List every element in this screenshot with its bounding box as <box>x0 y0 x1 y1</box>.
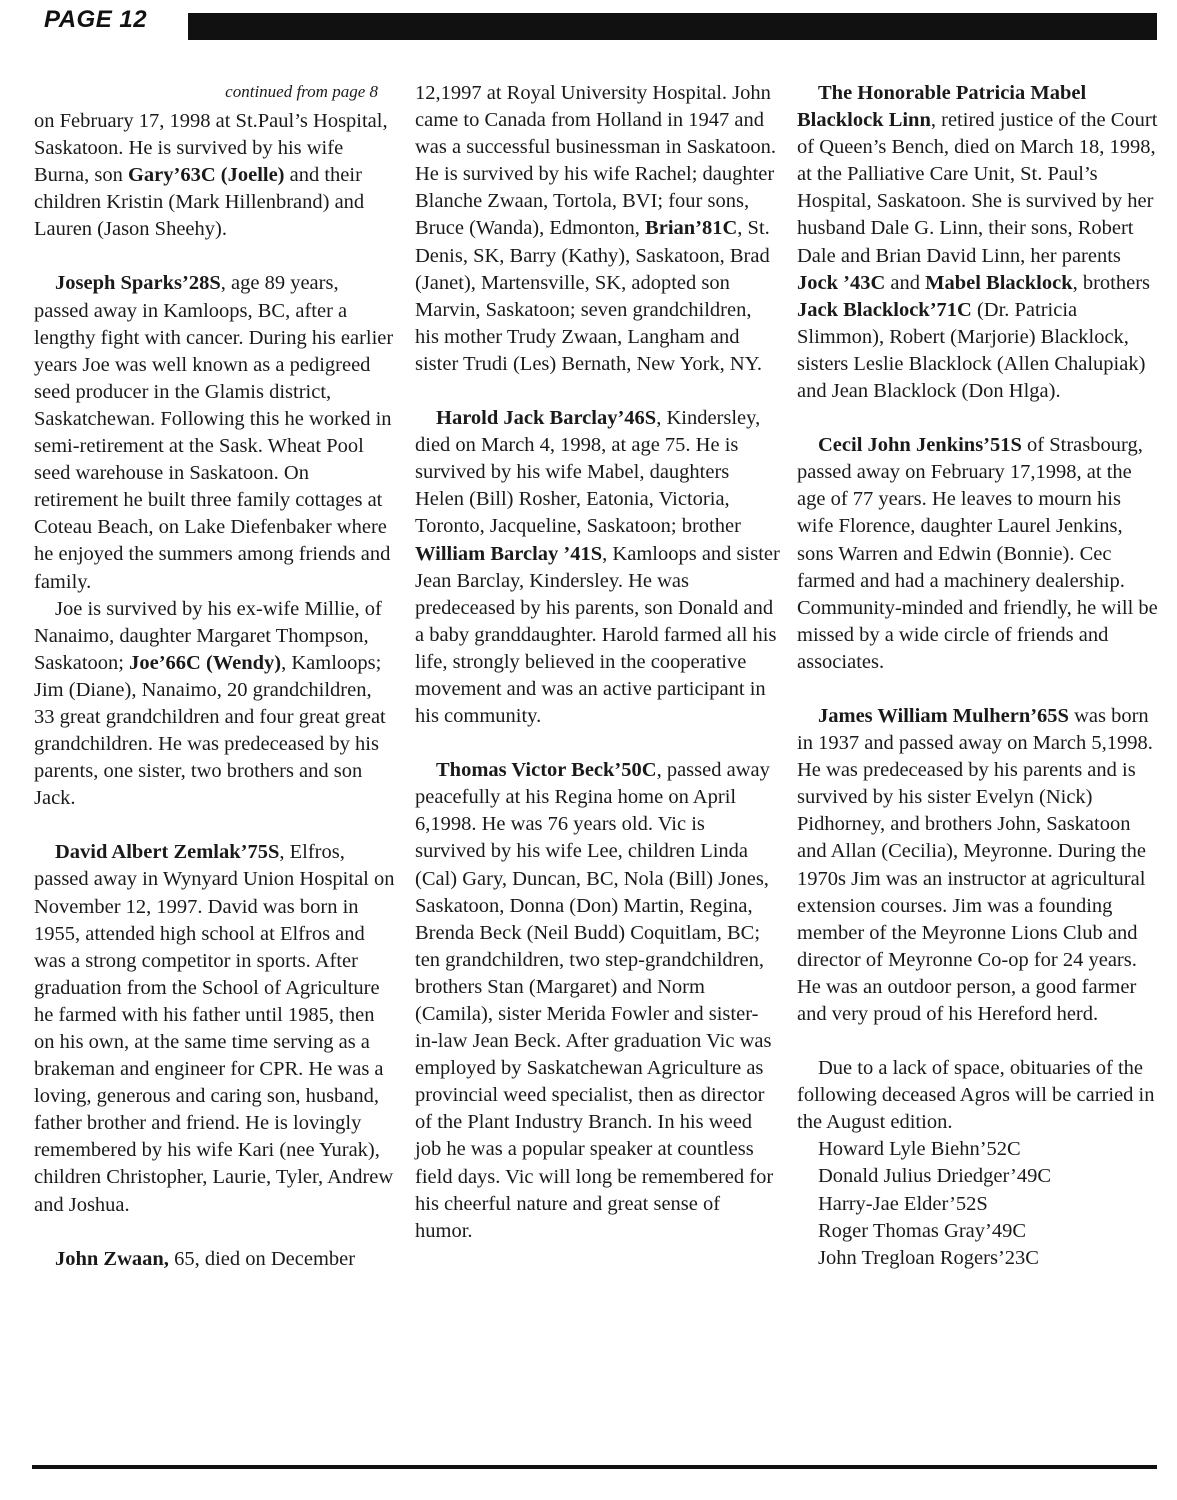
obituary-joseph-sparks-survivors: Joe is survived by his ex-wife Millie, of Nanaimo, daughter Margaret Thompson, Saskatoon; Joe’66C (Wendy), Kamloops; Jim (Diane), Nanaimo, 20 grandchildren, 33 great grandchildren and four great great grandchildren. He was predeceased by his parents, one sister, two brothers and son Jack. <box>34 597 386 810</box>
obituary-cecil-jenkins: Cecil John Jenkins’51S of Strasbourg, passed away on February 17,1998, at the age of 77 years. He leaves to mourn his wife Florence, daughter Laurel Jenkins, sons Warren and Edwin (Bonnie). Cec farmed and had a machinery dealership. Community-minded and friendly, he will be missed by a wide circle of friends and associates. <box>797 434 1158 673</box>
list-item: Roger Thomas Gray’49C <box>818 1219 1027 1242</box>
footer-rule <box>32 1465 1157 1469</box>
obituary-james-mulhern: James William Mulhern’65S was born in 1937 and passed away on March 5,1998. He was predeceased by his parents and is survived by his sister Evelyn (Nick) Pidhorney, and brothers John, Saskatoon and Allan (Cecilia), Meyronne. During the 1970s Jim was an instructor at agricultural extension courses. Jim was a founding member of the Meyronne Lions Club and director of Meyronne Co-op for 24 years. He was an outdoor person, a good farmer and very proud of his Hereford herd. <box>797 704 1153 1025</box>
column-3 <box>797 80 1162 1272</box>
obituary-continued: on February 17, 1998 at St.Paul’s Hospital, Saskatoon. He is survived by his wife Burna, son Gary’63C (Joelle) and their children Kristin (Mark Hillenbrand) and Lauren (Jason Sheehy). <box>34 110 388 241</box>
space-notice: Due to a lack of space, obituaries of the following deceased Agros will be carried in the August edition. <box>797 1057 1155 1134</box>
obituary-john-zwaan-start: John Zwaan, 65, died on December <box>55 1247 356 1270</box>
continued-note: continued from page 8 <box>225 82 378 101</box>
list-item: John Tregloan Rogers’23C <box>818 1246 1039 1269</box>
obituary-david-zemlak: David Albert Zemlak’75S, Elfros, passed away in Wynyard Union Hospital on November 12, 1997. David was born in 1955, attended high school at Elfros and was a strong competitor in sports. After graduation from the School of Agriculture he farmed with his father until 1985, then on his own, at the same time serving as a brakeman and engineer for CPR. He was a loving, generous and caring son, husband, father brother and friend. He is lovingly remembered by his wife Kari (nee Yurak), children Christopher, Laurie, Tyler, Andrew and Joshua. <box>34 841 395 1216</box>
obituary-harold-barclay: Harold Jack Barclay’46S, Kindersley, died on March 4, 1998, at age 75. He is survived by his wife Mabel, daughters Helen (Bill) Rosher, Eatonia, Victoria, Toronto, Jacqueline, Saskatoon; brother William Barclay ’41S, Kamloops and sister Jean Barclay, Kindersley. He was predeceased by his parents, son Donald and a baby granddaughter. Harold farmed all his life, strongly believed in the cooperative movement and was an active participant in his community. <box>415 407 780 728</box>
deferred-obituaries-list <box>797 1136 1162 1271</box>
column-2 <box>415 80 780 1245</box>
obituary-john-zwaan-end: 12,1997 at Royal University Hospital. John came to Canada from Holland in 1947 and was a successful businessman in Saskatoon. He is survived by his wife Rachel; daughter Blanche Zwaan, Tortola, BVI; four sons, Bruce (Wanda), Edmonton, Brian’81C, St. Denis, SK, Barry (Kathy), Saskatoon, Brad (Janet), Martensville, SK, adopted son Marvin, Saskatoon; seven grandchildren, his mother Trudy Zwaan, Langham and sister Trudi (Les) Bernath, New York, NY. <box>415 82 776 375</box>
page-number: PAGE 12 <box>44 6 148 33</box>
list-item: Donald Julius Driedger’49C <box>818 1165 1052 1188</box>
obituary-patricia-linn: The Honorable Patricia Mabel Blacklock Linn, retired justice of the Court of Queen’s Bench, died on March 18, 1998, at the Palliative Care Unit, St. Paul’s Hospital, Saskatoon. She is survived by her husband Dale G. Linn, their sons, Robert Dale and Brian David Linn, her parents Jock ’43C and Mabel Blacklock, brothers Jack Blacklock’71C (Dr. Patricia Slimmon), Robert (Marjorie) Blacklock, sisters Leslie Blacklock (Allen Chalupiak) and Jean Blacklock (Don Hlga). <box>797 82 1158 403</box>
list-item: Harry-Jae Elder’52S <box>818 1192 988 1215</box>
header-bar <box>188 13 1157 40</box>
column-1 <box>34 80 396 1273</box>
list-item: Howard Lyle Biehn’52C <box>818 1138 1021 1161</box>
obituary-joseph-sparks: Joseph Sparks’28S, age 89 years, passed away in Kamloops, BC, after a lengthy fight with cancer. During his earlier years Joe was well known as a pedigreed seed producer in the Glamis district, Saskatchewan. Following this he worked in semi-retirement at the Sask. Wheat Pool seed warehouse in Saskatoon. On retirement he built three family cottages at Coteau Beach, on Lake Diefenbaker where he enjoyed the summers among friends and family. <box>34 272 394 593</box>
obituary-thomas-beck: Thomas Victor Beck’50C, passed away peacefully at his Regina home on April 6,1998. He was 76 years old. Vic is survived by his wife Lee, children Linda (Cal) Gary, Duncan, BC, Nola (Bill) Jones, Saskatoon, Donna (Don) Martin, Regina, Brenda Beck (Neil Budd) Coquitlam, BC; ten grandchildren, two step-grandchildren, brothers Stan (Margaret) and Norm (Camila), sister Merida Fowler and sister-in-law Jean Beck. After graduation Vic was employed by Saskatchewan Agriculture as provincial weed specialist, then as director of the Plant Industry Branch. In his weed job he was a popular speaker at countless field days. Vic will long be remembered for his cheerful nature and great sense of humor. <box>415 759 774 1242</box>
